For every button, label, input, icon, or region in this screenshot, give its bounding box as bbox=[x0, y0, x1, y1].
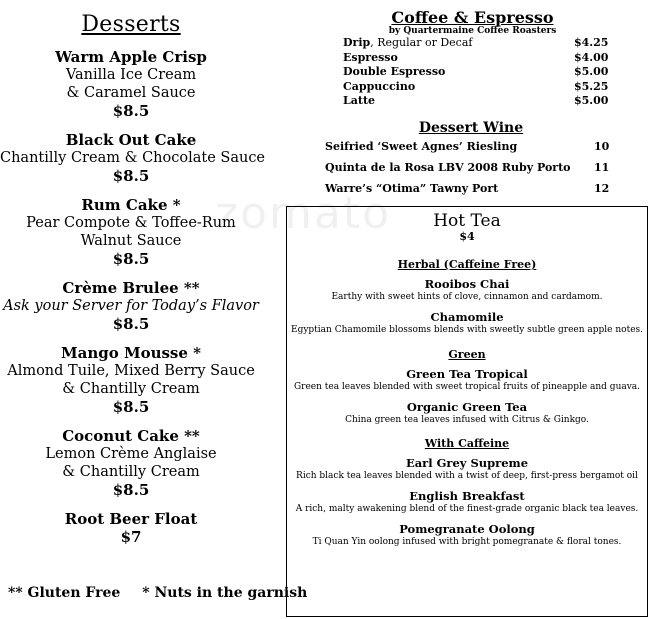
legend-gluten-free: ** Gluten Free bbox=[8, 585, 121, 601]
dessert-item bbox=[0, 427, 262, 499]
tea-name: Earl Grey Supreme bbox=[405, 456, 529, 470]
wine-name: Quinta de la Rosa LBV 2008 Ruby Porto bbox=[325, 161, 571, 174]
dessert-item bbox=[0, 48, 262, 120]
dessert-name: Black Out Cake bbox=[65, 131, 197, 149]
dessert-price: $8.5 bbox=[112, 250, 150, 268]
dessert-legend bbox=[8, 585, 308, 601]
wine-row bbox=[322, 136, 612, 157]
dessert-description: & Caramel Sauce bbox=[66, 85, 196, 101]
dessert-name: Mango Mousse * bbox=[61, 344, 201, 362]
hot-tea-box bbox=[286, 206, 648, 617]
coffee-name: Latte bbox=[343, 94, 376, 107]
dessert-item bbox=[0, 344, 262, 416]
tea-name: Pomegranate Oolong bbox=[399, 522, 535, 536]
dessert-item bbox=[0, 196, 262, 268]
dessert-name: Coconut Cake ** bbox=[62, 427, 200, 445]
dessert-item bbox=[0, 279, 262, 333]
dessert-description: & Chantilly Cream bbox=[62, 464, 200, 480]
tea-name: Chamomile bbox=[430, 310, 504, 324]
dessert-description: Walnut Sauce bbox=[80, 233, 182, 249]
tea-item bbox=[287, 522, 647, 548]
wine-price: 10 bbox=[594, 140, 610, 153]
coffee-subtitle: by Quartermaine Coffee Roasters bbox=[388, 26, 557, 36]
wine-name: Seifried ‘Sweet Agnes’ Riesling bbox=[325, 140, 518, 153]
dessert-name: Root Beer Float bbox=[64, 510, 198, 528]
dessert-name: Rum Cake * bbox=[81, 196, 181, 214]
dessert-item bbox=[0, 510, 262, 546]
coffee-name: Double Espresso bbox=[343, 65, 446, 78]
wine-section bbox=[322, 120, 612, 199]
wine-name: Warre’s “Otima” Tawny Port bbox=[325, 182, 499, 195]
coffee-name: Cappuccino bbox=[343, 79, 416, 93]
tea-item bbox=[287, 489, 647, 515]
dessert-name: Crème Brulee ** bbox=[62, 279, 200, 297]
tea-name: Organic Green Tea bbox=[406, 400, 528, 414]
dessert-description: Pear Compote & Toffee-Rum bbox=[26, 215, 236, 231]
tea-name: Rooibos Chai bbox=[424, 277, 510, 291]
coffee-price: $5.00 bbox=[574, 65, 609, 78]
tea-price: $4 bbox=[459, 230, 475, 243]
tea-item bbox=[287, 277, 647, 303]
dessert-price: $8.5 bbox=[112, 315, 150, 333]
dessert-item bbox=[0, 131, 266, 185]
wine-row bbox=[322, 157, 612, 178]
coffee-price: $4.25 bbox=[574, 36, 609, 49]
watermark: zomato bbox=[215, 188, 392, 239]
coffee-row bbox=[330, 94, 620, 109]
desserts-column bbox=[0, 0, 266, 546]
coffee-name: Drip, Regular or Decaf bbox=[343, 36, 473, 49]
wine-price: 12 bbox=[594, 182, 610, 195]
tea-description: Egyptian Chamomile blossoms blends with sweetly subtle green apple notes. bbox=[291, 325, 643, 335]
coffee-price: $5.00 bbox=[574, 94, 609, 107]
dessert-description: Almond Tuile, Mixed Berry Sauce bbox=[7, 363, 255, 379]
tea-item bbox=[287, 400, 647, 426]
dessert-price: $8.5 bbox=[112, 398, 150, 416]
wine-row bbox=[322, 178, 612, 199]
tea-name: English Breakfast bbox=[409, 489, 525, 503]
coffee-row bbox=[330, 65, 620, 80]
tea-name: Green Tea Tropical bbox=[406, 367, 528, 381]
tea-description: Green tea leaves blended with sweet tropical fruits of pineapple and guava. bbox=[293, 382, 641, 392]
coffee-title: Coffee & Espresso bbox=[391, 8, 554, 27]
dessert-price: $7 bbox=[120, 528, 142, 546]
legend-nuts: * Nuts in the garnish bbox=[142, 585, 308, 601]
tea-title: Hot Tea bbox=[433, 211, 501, 231]
coffee-row bbox=[330, 51, 620, 66]
coffee-row bbox=[330, 36, 620, 51]
tea-description: A rich, malty awakening blend of the finest-grade organic black tea leaves. bbox=[295, 504, 639, 514]
tea-description: China green tea leaves infused with Citrus & Ginkgo. bbox=[345, 415, 589, 425]
tea-item bbox=[287, 456, 647, 482]
tea-item bbox=[287, 367, 647, 393]
tea-description: Ti Quan Yin oolong infused with bright pomegranate & floral tones. bbox=[312, 537, 622, 547]
coffee-price: $4.00 bbox=[574, 50, 609, 64]
dessert-description: Chantilly Cream & Chocolate Sauce bbox=[0, 150, 266, 166]
tea-section-heading: Herbal (Caffeine Free) bbox=[397, 258, 537, 271]
wine-price: 11 bbox=[594, 161, 610, 174]
dessert-description: Ask your Server for Today’s Flavor bbox=[3, 298, 259, 314]
dessert-price: $8.5 bbox=[112, 481, 150, 499]
coffee-section bbox=[330, 8, 620, 109]
dessert-description: Lemon Crème Anglaise bbox=[45, 446, 217, 462]
dessert-description: & Chantilly Cream bbox=[62, 381, 200, 397]
tea-description: Rich black tea leaves blended with a twist of deep, first-press bergamot oil bbox=[296, 471, 638, 481]
coffee-price: $5.25 bbox=[574, 79, 609, 93]
coffee-name: Espresso bbox=[343, 50, 398, 64]
tea-section-heading: Green bbox=[448, 348, 486, 361]
tea-section-heading: With Caffeine bbox=[424, 437, 510, 450]
coffee-row bbox=[330, 80, 620, 95]
dessert-price: $8.5 bbox=[112, 167, 150, 185]
dessert-name: Warm Apple Crisp bbox=[55, 48, 207, 66]
wine-title: Dessert Wine bbox=[418, 120, 524, 136]
desserts-title: Desserts bbox=[81, 12, 181, 37]
dessert-price: $8.5 bbox=[112, 102, 150, 120]
tea-item bbox=[287, 310, 647, 336]
tea-description: Earthy with sweet hints of clove, cinnamon and cardamom. bbox=[331, 292, 603, 302]
dessert-description: Vanilla Ice Cream bbox=[65, 67, 197, 83]
